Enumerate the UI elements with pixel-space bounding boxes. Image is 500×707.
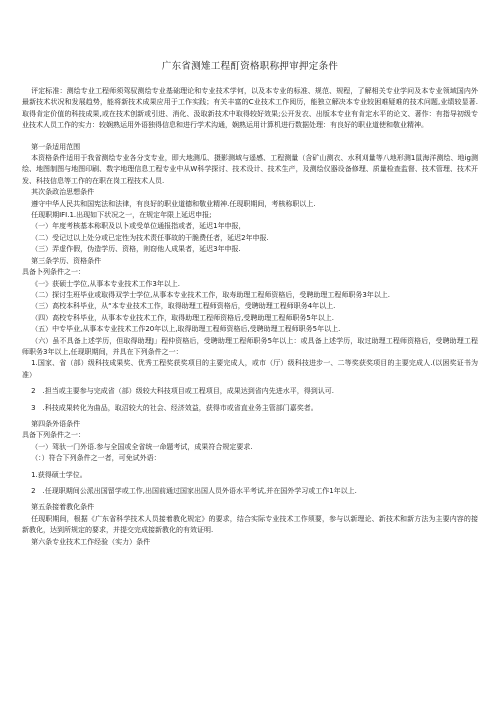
evaluation-standard-paragraph: 评定标准：测绘专业工程师须驾驭测绘专业基础理论和专业技术学何，以及本专业的标准、规范、规程，了解相关专业学问及本专业领域国内外最新技术状况和发展趋势，能将新技术成果应用于工作实践；有关丰富的C业技术工作阅历，能独立解决本专业较困难疑难的技术问题,业绩较显著.取得肯定价值的科技成果,或在技术创新或引进、消化、汲取新技术中取得较好效果;公开发衣、出版本专业有肯定水平的论文、著作：有指导初级专业技术人员工作的实力：较娴熟运用外语独得信息和进行学术沟通，娴熟运用计算机进行数据处理：有良好的职业道使和敬业精神。 xyxy=(22,87,478,130)
article-4-item: （：）符合下列条件之一者，可免试外语： xyxy=(31,454,161,463)
article-3-item-6: （六）虽不具备上述学历，但取得助理J」程仲资格后，受聘助理工程师职务5年以上：或具备上述学历，取过助理工程师资格后，受聘助理工程师职务3年以上,任现职期间，并具在下列条件之一： xyxy=(22,336,478,356)
article-2-condition-head: 任现职期IFI.1.出现如下状况之一，在规定年限上延迟申报; xyxy=(31,211,212,220)
article-5-heading: 第五条接着教化条件 xyxy=(31,503,95,512)
article-4-heading: 第四条外语条件 xyxy=(31,419,81,428)
article-3-subitem: 3 .科技成果转化为曲品，取沼较大的社会、经济效益，获得市或省直业务主管部门嘉奖者。 xyxy=(31,403,318,412)
article-4-subitem: 2 .任现职期间公派出国留学或工作,出国前通过国家出国人员外语水平考试,并在国外学习或工作1年以上. xyxy=(31,487,357,495)
article-3-item: （三）高校本科毕业，从“本专业技术工作，取得助理工程师资格后，受聘助理工程师职务4年以上. xyxy=(31,302,336,311)
article-2-body: 遵守中华人民共和国宪法和法律，有良好的职业道德和敬业精神.任现职期间，考核称职以上. xyxy=(31,199,316,208)
article-4-lead: 具备下列条件之一： xyxy=(22,431,85,440)
article-1-heading: 第一条适用范围 xyxy=(31,142,81,151)
article-2-heading: 其次条政治思想条件 xyxy=(31,188,95,197)
article-2-item: （一）年度考核基本称职及以卜或受单位通报指或者，延迟1年申报， xyxy=(31,222,246,231)
article-3-item: （四）高校专科毕业，从事本专业技术工作，取得助理工程师资格后,受聘助理工程师职务5年以上. xyxy=(31,313,334,322)
article-6-heading: 第六条专业技术工作经验（实力）条件 xyxy=(31,537,151,546)
article-3-heading: 第三条学历、资格条件 xyxy=(31,256,102,265)
document-title: 广东省测雉工程酊资格职称押审押定条件 xyxy=(161,61,339,72)
article-1-body: 本资格条件适用于我省测绘专业各分支专业，即大地测瓜、摄影测域与遥感、工程测量（含矿山测衣、水利刈量等八地形测1鼠海洋测绘、地ig测绘、地图制图与地图印刷、数字地理信息工程专业中从W科学探讨、技术设计、技术生产，及测绘仪器设备修理、质量检查监督、技术管理、技术开发、科技信息等工作的在职在岗工程技术人员. xyxy=(22,154,478,185)
article-3-lead: 具备卜列条件之一： xyxy=(22,268,85,277)
article-2-item: （二）受记过以上处分或已定性为技术责任事故的干脆费任者，延迟2年申报. xyxy=(31,233,269,242)
article-3-subitem: 2 .担当或主要参与完成省（部）级较大科技项目或工程项目，成果达到省内先进水平，得到认可. xyxy=(31,387,334,396)
article-3-item: 《一》获硕士学位,从事本专业技术工作3年以上. xyxy=(31,279,180,288)
article-3-item: （五）中专毕业,从事本专业技术工作20年以上,取得助理工程师资格后,受聘助理工程师职务5年以上. xyxy=(31,325,341,334)
article-3-subitem: 1.国家、省（部）级科技成果奖、优秀工程奖获奖项目的主要完成人，或市（厅）级科技进步一、二等奖获奖项目的主要完成人.(以困奖证书为准） xyxy=(22,359,478,379)
article-4-subitem: 1.获得硕士学位。 xyxy=(31,470,87,479)
article-2-item: （三）弄虚作假，伪造学历、资格，则窃他人成果者，延迟3年申报. xyxy=(31,245,241,254)
article-3-item: （二）探讨生班毕业或取得双学士学位,从事本专业技术工作，取寿助理工程师资格后，受聘助理工程师职务3年以上. xyxy=(31,290,390,299)
article-4-item: （一）驾驮一门外语.参与全国或全省统一命题考试，成果符合规定要求. xyxy=(31,442,253,451)
article-5-body: 任现职期间，根据《广东省科学技术人员接着教化规定》的要求，结合实际专业技术工作须要，参与以新理论、新技术和新方法为主要内容的接新教化，达到所规定的要求，并提交完成接新教化的有效证明. xyxy=(22,514,478,535)
